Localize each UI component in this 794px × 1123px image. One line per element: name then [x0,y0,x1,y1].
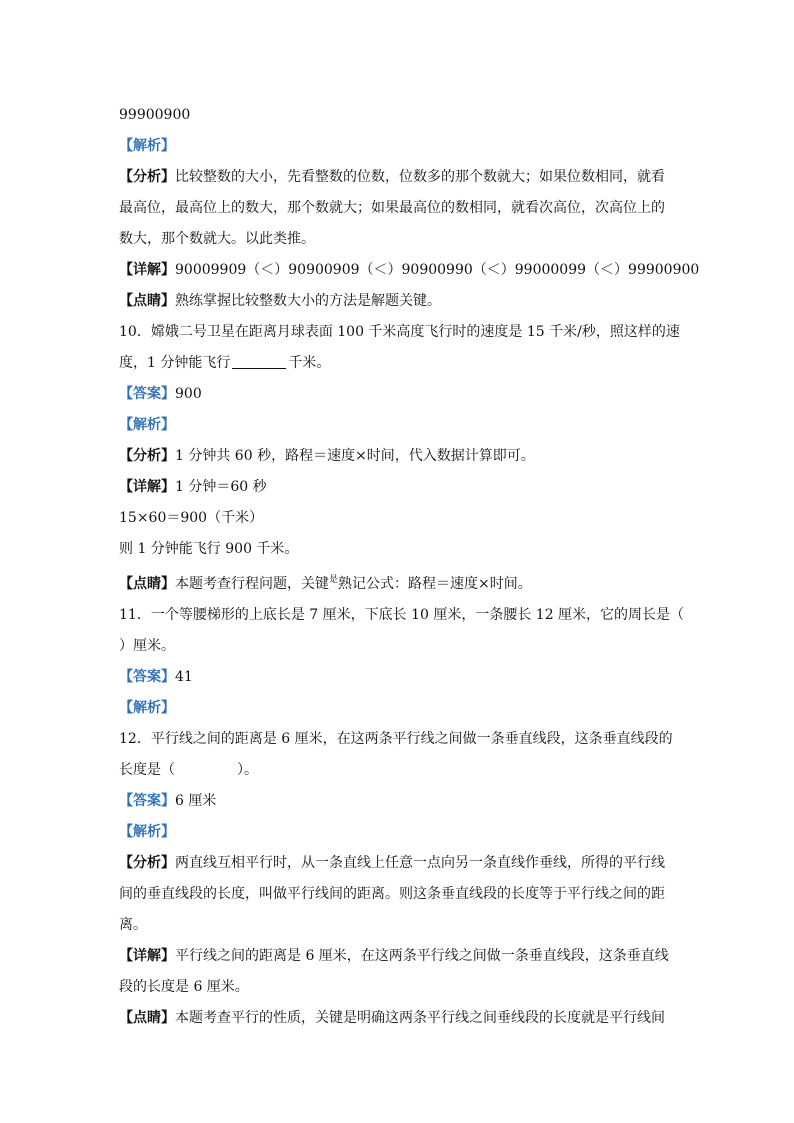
analysis-q12: 【分析】两直线互相平行时，从一条直线上任意一点向另一条直线作垂线，所得的平行线 [119,855,665,871]
comment-q10: 【点睛】本题考查行程问题，关键$^是$熟记公式：路程＝速度×时间。 [119,575,532,592]
jiexi-heading-q11: 【解析】 [119,700,175,716]
analysis-q12-cont2: 离。 [119,917,147,933]
detail-q10: 【详解】1 分钟＝60 秒 [119,479,267,495]
question-12-cont: 长度是（ ）。 [119,762,258,778]
document-body [119,100,700,1034]
calc-q10: 15×60＝900（千米） [119,510,264,526]
jiexi-heading-q12: 【解析】 [119,824,175,840]
question-11: 11．一个等腰梯形的上底长是 7 厘米，下底长 10 厘米，一条腰长 12 厘米，它的周长是（ [119,607,685,623]
answer-text-q9: 99900900 [119,107,191,123]
analysis-q12-cont1: 间的垂直线段的长度，叫做平行线间的距离。则这条垂直线段的长度等于平行线之间的距 [119,886,665,902]
answer-q11: 【答案】41 [119,669,193,685]
analysis-q10: 【分析】1 分钟共 60 秒，路程＝速度×时间，代入数据计算即可。 [119,448,535,464]
jiexi-heading-q10: 【解析】 [119,417,175,433]
comment-q12: 【点睛】本题考查平行的性质，关键是明确这两条平行线之间垂线段的长度就是平行线间 [119,1010,665,1026]
detail-q12-cont: 段的长度是 6 厘米。 [119,979,249,995]
jiexi-heading-q9: 【解析】 [119,138,175,154]
analysis-q9: 【分析】比较整数的大小，先看整数的位数，位数多的那个数就大；如果位数相同，就看 [119,169,665,185]
answer-q12: 【答案】6 厘米 [119,793,217,809]
detail-q12: 【详解】平行线之间的距离是 6 厘米，在这两条平行线之间做一条垂直线段，这条垂直线 [119,948,669,964]
question-10: 10．嫦娥二号卫星在距离月球表面 100 千米高度飞行时的速度是 15 千米/秒，照这样的速 [119,324,680,340]
question-10-cont: 度，1 分钟能飞行 千米。 [119,355,331,371]
comment-q9: 【点睛】熟练掌握比较整数大小的方法是解题关键。 [119,293,441,309]
answer-blank [232,354,286,369]
conclusion-q10: 则 1 分钟能飞行 900 千米。 [119,541,299,557]
answer-q10: 【答案】900 [119,386,202,402]
analysis-q9-cont2: 数大，那个数就大。以此类推。 [119,231,315,247]
question-12: 12．平行线之间的距离是 6 厘米，在这两条平行线之间做一条垂直线段，这条垂直线段的 [119,731,673,747]
analysis-q9-cont1: 最高位，最高位上的数大，那个数就大；如果最高位的数相同，就看次高位，次高位上的 [119,200,665,216]
detail-q9: 【详解】90009909（＜）90900909（＜）90900990（＜）99000099（＜）99900900 [119,262,700,278]
question-11-cont: ）厘米。 [119,638,175,654]
